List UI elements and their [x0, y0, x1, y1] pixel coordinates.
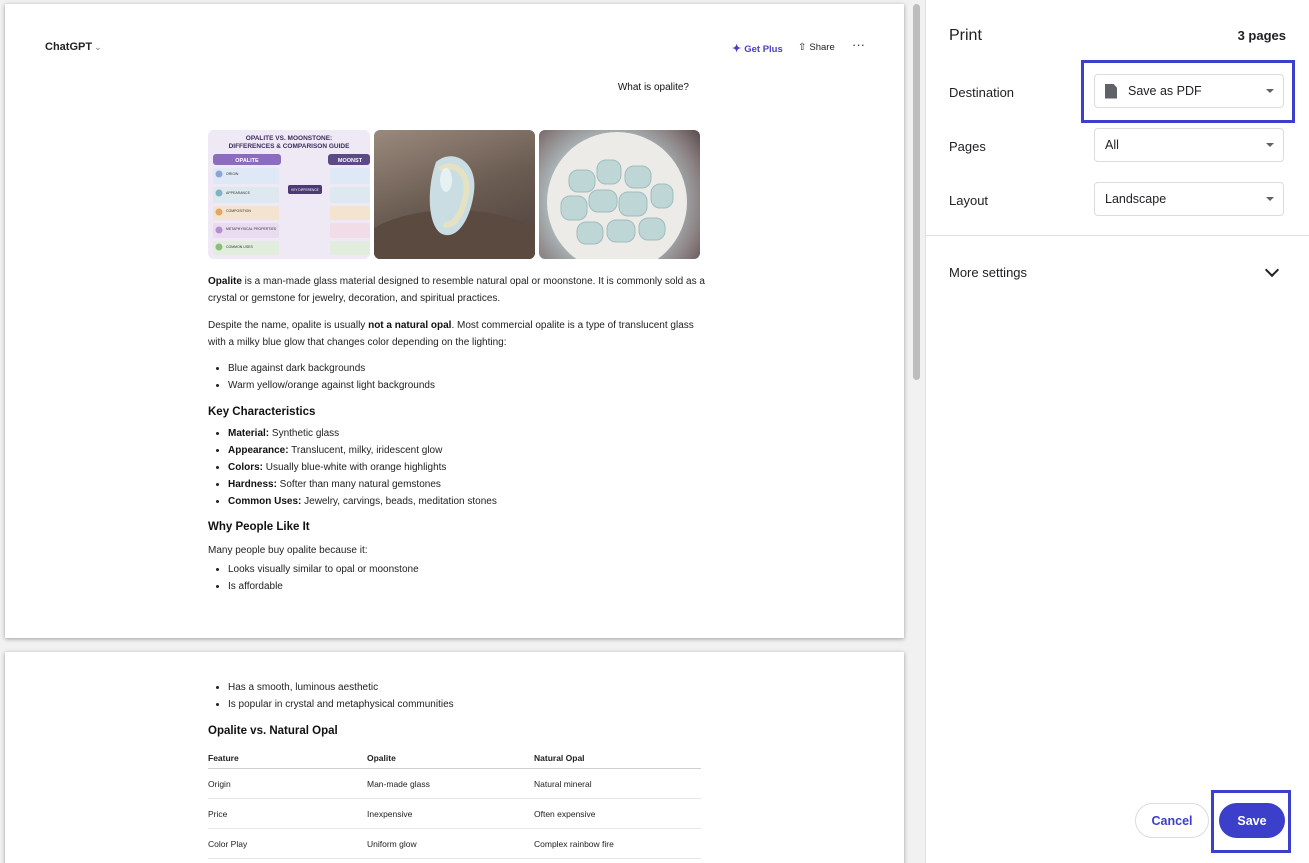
characteristic-key: Material: [228, 428, 270, 439]
table-cell: Uniform glow [367, 838, 417, 849]
more-options-icon: ··· [852, 37, 865, 52]
infographic-row-appearance: APPEARANCE [226, 191, 250, 195]
list-item: • Blue against dark backgrounds [228, 360, 708, 377]
infographic-row-origin: ORIGIN [226, 172, 239, 176]
why-intro: Many people buy opalite because it: [208, 545, 368, 556]
destination-label: Destination [949, 85, 1015, 100]
table-cell: Price [208, 808, 228, 819]
save-button[interactable]: Save [1219, 803, 1285, 838]
intro-paragraph [208, 273, 708, 307]
table-row [208, 799, 701, 829]
preview-page-2 [5, 652, 904, 863]
characteristic-key: Appearance: [228, 445, 289, 456]
divider [926, 235, 1309, 236]
heading-key-characteristics: Key Characteristics [208, 406, 316, 418]
table-cell: Man-made glass [367, 778, 430, 789]
intro-bold: Opalite [208, 276, 242, 287]
why-section-continued [208, 679, 708, 713]
characteristics-section [208, 425, 708, 510]
save-highlight-box [1211, 790, 1291, 853]
list-item [228, 493, 708, 510]
page-count: 3 pages [1237, 28, 1286, 43]
preview-scrollbar-thumb[interactable] [913, 4, 920, 380]
list-item [228, 459, 708, 476]
table-header-cell: Natural Opal [534, 753, 585, 763]
comparison-table [208, 748, 701, 859]
characteristic-value: Jewelry, carvings, beads, meditation stones [301, 496, 497, 507]
share-icon: ⇧ [798, 42, 807, 53]
table-row [208, 769, 701, 799]
why-list-continued [208, 679, 708, 713]
second-paragraph [208, 317, 708, 351]
get-plus-link [732, 42, 783, 55]
characteristic-value: Softer than many natural gemstones [276, 479, 441, 490]
list-item: • Is affordable [228, 578, 708, 595]
infographic-key-difference: KEY DIFFERENCE [291, 188, 319, 192]
print-settings-panel [925, 0, 1309, 863]
infographic-title-1: OPALITE VS. MOONSTONE: [245, 135, 333, 142]
infographic-title-2: DIFFERENCES & COMPARISON GUIDE [228, 143, 350, 150]
pages-select[interactable] [1094, 128, 1284, 162]
chatgpt-title-text: ChatGPT [45, 41, 93, 53]
heading-why-people-like-it: Why People Like It [208, 521, 310, 533]
table-cell: Color Play [208, 838, 248, 849]
intro-rest: is a man-made glass material designed to resemble natural opal or moonstone. It is commonly sold as a crystal or gemstone for jewelry, decoration, and spiritual practices. [208, 276, 705, 304]
comparison-infographic-image [208, 130, 370, 259]
list-item [228, 425, 708, 442]
get-plus-label: Get Plus [744, 44, 783, 55]
table-header-cell: Feature [208, 753, 239, 763]
characteristic-value: Synthetic glass [269, 428, 340, 439]
characteristic-key: Colors: [228, 462, 263, 473]
layout-select[interactable] [1094, 182, 1284, 216]
dropdown-arrow-icon [1266, 143, 1274, 147]
list-item: • Is popular in crystal and metaphysical communities [228, 696, 708, 713]
dropdown-arrow-icon [1266, 197, 1274, 201]
table-cell: Inexpensive [367, 808, 413, 819]
table-header-cell: Opalite [367, 753, 396, 763]
table-header-row [208, 748, 701, 769]
list-item: • Has a smooth, luminous aesthetic [228, 679, 708, 696]
para2-start: Despite the name, opalite is usually [208, 320, 369, 331]
table-row [208, 829, 701, 859]
list-item: • Warm yellow/orange against light backgrounds [228, 377, 708, 394]
chevron-down-icon: ⌄ [94, 42, 102, 52]
preview-page-1 [5, 4, 904, 638]
characteristic-value: Usually blue-white with orange highlights [263, 462, 447, 473]
why-section [208, 542, 708, 595]
share-link [798, 42, 835, 53]
more-settings-toggle[interactable]: More settings [949, 265, 1028, 280]
chatgpt-title [45, 41, 102, 53]
chevron-down-icon[interactable] [1265, 263, 1279, 277]
cancel-button[interactable]: Cancel [1135, 803, 1209, 838]
infographic-right-label: MOONST [337, 158, 363, 164]
table-cell: Complex rainbow fire [534, 838, 614, 849]
characteristic-value: Translucent, milky, iridescent glow [288, 445, 443, 456]
sparkle-icon: ✦ [732, 43, 742, 55]
table-cell: Origin [208, 778, 231, 789]
opalite-stone-photo [374, 130, 535, 259]
infographic-row-metaphysical: METAPHYSICAL PROPERTIES [226, 227, 277, 231]
infographic-left-label: OPALITE [235, 158, 259, 164]
table-cell: Natural mineral [534, 778, 592, 789]
print-title: Print [949, 27, 982, 44]
destination-value: Save as PDF [1128, 84, 1202, 98]
infographic-row-composition: COMPOSITION [226, 209, 251, 213]
table-cell: Often expensive [534, 808, 596, 819]
list-item [228, 442, 708, 459]
layout-label: Layout [949, 193, 989, 208]
characteristics-list [208, 425, 708, 510]
user-question: What is opalite? [617, 82, 689, 93]
why-list [208, 561, 708, 595]
layout-value: Landscape [1105, 192, 1167, 206]
para2-bold: not a natural opal [368, 320, 452, 331]
destination-highlight-box [1081, 60, 1295, 123]
pages-value: All [1105, 138, 1119, 152]
para2-end: . Most commercial opalite is a type of translucent glass with a milky blue glow that changes color depending on the lighting: [208, 320, 694, 348]
share-label: Share [809, 42, 835, 53]
infographic-row-uses: COMMON USES [226, 245, 253, 249]
pages-label: Pages [949, 139, 986, 154]
answer-intro [208, 273, 708, 394]
glow-list [208, 360, 708, 394]
tumbled-opalite-bowl-photo [539, 130, 700, 259]
heading-opalite-vs-opal: Opalite vs. Natural Opal [208, 725, 338, 737]
characteristic-key: Hardness: [228, 479, 277, 490]
characteristic-key: Common Uses: [228, 496, 302, 507]
list-item [228, 476, 708, 493]
list-item: • Looks visually similar to opal or moonstone [228, 561, 708, 578]
